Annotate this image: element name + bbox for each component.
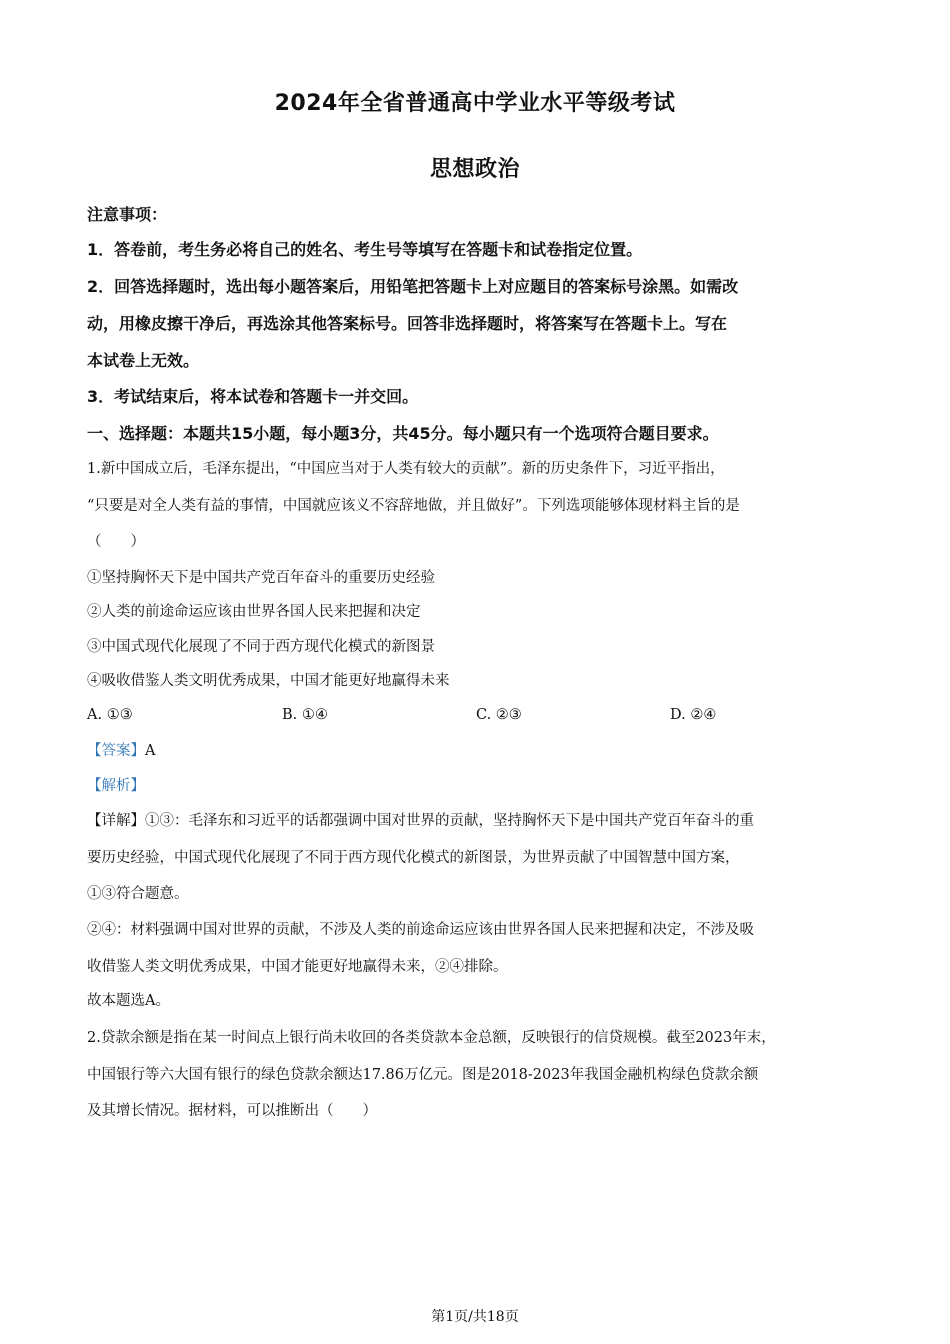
q1-option-d: D. ②④ <box>670 707 717 723</box>
q1-option-c: C. ②③ <box>476 707 522 723</box>
q1-statement-1: ①坚持胸怀天下是中国共产党百年奋斗的重要历史经验 <box>87 570 435 586</box>
subject-title: 思想政治 <box>429 157 520 182</box>
notice-line-4: 本试卷上无效。 <box>87 351 200 370</box>
notice-line-1: 1．答卷前，考生务必将自己的姓名、考生号等填写在答题卡和试卷指定位置。 <box>87 240 643 259</box>
q1-statement-4: ④吸收借鉴人类文明优秀成果，中国才能更好地赢得未来 <box>87 673 450 689</box>
answer-value: A <box>145 743 156 759</box>
q2-stem-2: 中国银行等六大国有银行的绿色贷款余额达17.86万亿元。图是2018-2023年我国金融机构绿色贷款余额 <box>87 1067 759 1083</box>
notice-line-2: 2．回答选择题时，选出每小题答案后，用铅笔把答题卡上对应题目的答案标号涂黑。如需改 <box>87 277 739 296</box>
answer-label: 【答案】 <box>87 743 145 759</box>
q2-stem-3: 及其增长情况。据材料，可以推断出（ ） <box>87 1103 377 1119</box>
q1-detail-4: ②④：材料强调中国对世界的贡献，不涉及人类的前途命运应该由世界各国人民来把握和决定，不涉及吸 <box>87 922 754 938</box>
analysis-label: 【解析】 <box>87 778 145 794</box>
notice-heading: 注意事项： <box>87 205 168 224</box>
q1-answer <box>87 741 155 761</box>
notice-line-5: 3．考试结束后，将本试卷和答题卡一并交回。 <box>87 387 419 406</box>
q1-option-a: A. ①③ <box>87 707 133 723</box>
page-footer: 第1页/共18页 <box>431 1309 519 1325</box>
q1-detail-6: 故本题选A。 <box>87 993 170 1009</box>
q1-option-b: B. ①④ <box>282 707 328 723</box>
q1-stem-2: “只要是对全人类有益的事情，中国就应该义不容辞地做，并且做好”。下列选项能够体现材料主旨的是 <box>87 498 740 514</box>
q1-detail-2: 要历史经验，中国式现代化展现了不同于西方现代化模式的新图景，为世界贡献了中国智慧中国方案， <box>87 850 740 866</box>
q1-detail-5: 收借鉴人类文明优秀成果，中国才能更好地赢得未来，②④排除。 <box>87 959 508 975</box>
q1-stem-1: 1.新中国成立后，毛泽东提出，“中国应当对于人类有较大的贡献”。新的历史条件下，习近平指出， <box>87 461 725 477</box>
q1-statement-2: ②人类的前途命运应该由世界各国人民来把握和决定 <box>87 604 421 620</box>
q1-detail-1: 【详解】①③：毛泽东和习近平的话都强调中国对世界的贡献，坚持胸怀天下是中国共产党百年奋斗的重 <box>87 813 754 829</box>
section-heading: 一、选择题：本题共15小题，每小题3分，共45分。每小题只有一个选项符合题目要求。 <box>87 424 719 443</box>
q1-detail-3: ①③符合题意。 <box>87 886 189 902</box>
q1-statement-3: ③中国式现代化展现了不同于西方现代化模式的新图景 <box>87 639 435 655</box>
q1-stem-3: （ ） <box>87 534 145 550</box>
notice-line-3: 动，用橡皮擦干净后，再选涂其他答案标号。回答非选择题时，将答案写在答题卡上。写在 <box>87 314 728 333</box>
q2-stem-1: 2.贷款余额是指在某一时间点上银行尚未收回的各类贷款本金总额，反映银行的信贷规模。截至2023年末， <box>87 1030 776 1046</box>
exam-title: 2024年全省普通高中学业水平等级考试 <box>274 91 676 116</box>
